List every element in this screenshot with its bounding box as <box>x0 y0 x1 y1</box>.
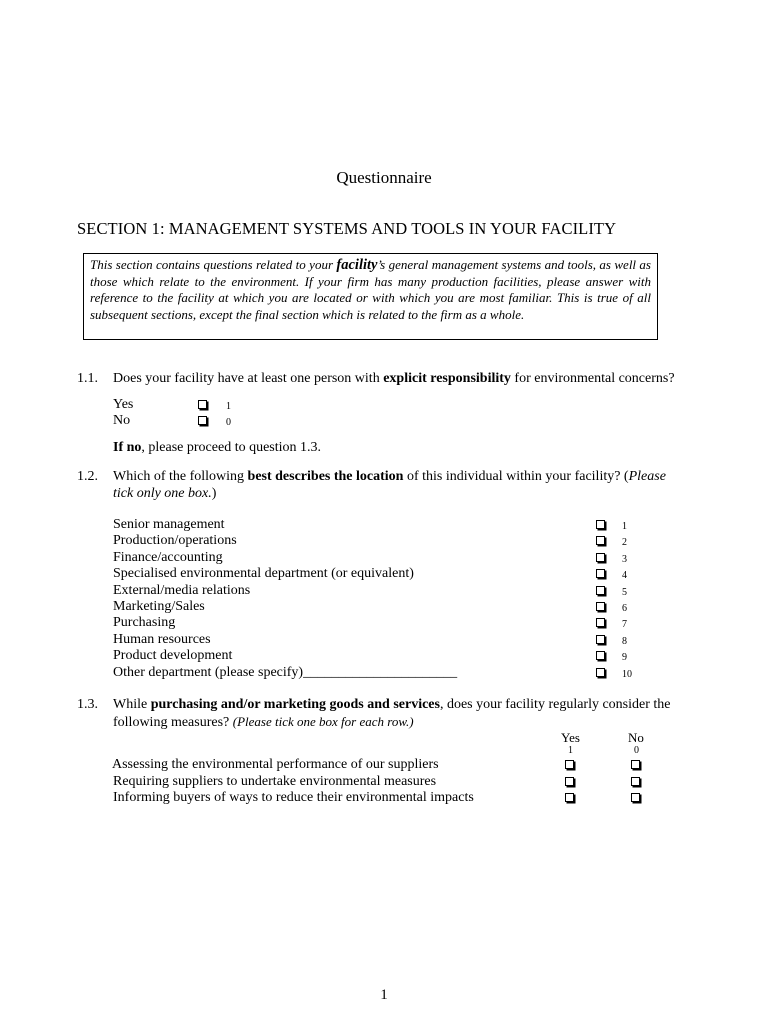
question-1-1-number: 1.1. <box>77 371 98 386</box>
q3-yes-checkbox[interactable] <box>565 760 574 769</box>
q2-option-checkbox[interactable] <box>596 586 605 595</box>
q3-code-yes: 1 <box>568 745 573 756</box>
q2-option-code: 6 <box>622 603 627 614</box>
q2-option-checkbox[interactable] <box>596 668 605 677</box>
q3-row-label: Requiring suppliers to undertake environmental measures <box>113 773 437 789</box>
q2-option-code: 1 <box>622 521 627 532</box>
q3-code-no: 0 <box>634 745 639 756</box>
q2-option-label: Specialised environmental department (or equivalent) <box>113 566 414 582</box>
intro-text-end: ’s general management systems and tools, as well as those which relate to the environment. If your firm has many production facilities, please answer with reference to the facility at which you are located or with which you are most familiar. This is true of all subsequent sections, except the final section which is related to the firm as a whole. <box>90 257 651 322</box>
q3-row-label: Informing buyers of ways to reduce their environmental impacts <box>113 790 474 805</box>
q2-text-pre: Which of the following <box>113 469 248 484</box>
question-1-3-number: 1.3. <box>77 697 98 712</box>
q1-text-post: for environmental concerns? <box>510 371 675 386</box>
intro-text-start: This section contains questions related to your <box>90 257 337 272</box>
q2-text-post: of this individual within your facility? ( <box>403 469 629 484</box>
q1-text-bold: explicit responsibility <box>383 371 511 386</box>
q2-option-label: Production/operations <box>113 533 237 549</box>
q2-option-code: 7 <box>622 619 627 631</box>
q2-option-checkbox[interactable] <box>596 536 605 545</box>
q2-option-code: 10 <box>622 668 632 680</box>
q3-no-checkbox[interactable] <box>631 793 640 802</box>
q3-text-post: , does your facility regularly consider the <box>439 697 671 712</box>
q2-option-code: 9 <box>622 652 627 664</box>
q2-option-checkbox[interactable] <box>596 651 605 660</box>
q3-yes-checkbox[interactable] <box>565 777 574 786</box>
question-1-2-text-line2 <box>113 486 216 502</box>
q2-option-label: Other department (please specify)______________________ <box>113 664 458 680</box>
intro-box <box>83 253 658 340</box>
question-1-2-number: 1.2. <box>77 469 98 484</box>
q1-option-no-label: No <box>113 413 131 428</box>
q2-option-code: 5 <box>622 586 627 598</box>
q2-option-checkbox[interactable] <box>596 635 605 644</box>
q3-column-no: No <box>628 730 644 745</box>
q2-line2-close: ) <box>211 486 217 501</box>
q2-option-label: Product development <box>113 648 233 664</box>
q2-option-checkbox[interactable] <box>596 569 605 578</box>
question-1-3-text-line2 <box>113 714 414 731</box>
q1-option-no-code: 0 <box>226 417 231 428</box>
q1-note-rest: , please proceed to question 1.3. <box>141 440 322 455</box>
q3-no-checkbox[interactable] <box>631 777 640 786</box>
question-1-2-text <box>113 469 666 485</box>
q1-option-yes-label: Yes <box>113 397 134 412</box>
q3-no-checkbox[interactable] <box>631 760 640 769</box>
q2-option-checkbox[interactable] <box>596 520 605 529</box>
q2-option-label: Finance/accounting <box>113 549 223 565</box>
q1-option-yes-code: 1 <box>226 401 231 412</box>
q2-text-italic: Please <box>628 469 666 484</box>
q2-option-checkbox[interactable] <box>596 618 605 627</box>
q3-text-pre: While <box>113 697 151 712</box>
page-title: Questionnaire <box>336 168 432 187</box>
q2-option-label: Purchasing <box>113 615 176 631</box>
q2-option-label: External/media relations <box>113 582 251 598</box>
q3-line2: following measures? <box>113 715 233 730</box>
q3-row-label: Assessing the environmental performance of our suppliers <box>112 757 439 772</box>
q1-skip-note <box>113 440 321 456</box>
q3-text-bold: purchasing and/or marketing goods and services <box>150 697 440 712</box>
q1-note-bold: If no <box>113 440 142 455</box>
q3-yes-checkbox[interactable] <box>565 793 574 802</box>
intro-emphasis: facility <box>336 257 378 273</box>
question-1-1-text <box>113 371 675 387</box>
q2-option-checkbox[interactable] <box>596 553 605 562</box>
q2-option-code: 2 <box>622 537 627 549</box>
q2-option-checkbox[interactable] <box>596 602 605 611</box>
q2-option-code: 8 <box>622 635 627 647</box>
q2-option-label: Human resources <box>113 631 211 647</box>
page-number: 1 <box>380 987 388 1003</box>
section-heading: SECTION 1: MANAGEMENT SYSTEMS AND TOOLS IN YOUR FACILITY <box>77 219 617 238</box>
question-1-3-text <box>113 697 671 713</box>
q1-option-no-checkbox[interactable] <box>198 416 207 425</box>
q2-line2-italic: tick only one box. <box>113 486 212 501</box>
q2-option-code: 3 <box>622 553 627 565</box>
q3-line2-italic: (Please tick one box for each row.) <box>232 714 414 729</box>
q3-column-yes: Yes <box>561 730 580 745</box>
q2-option-code: 4 <box>622 570 627 582</box>
q2-option-label: Senior management <box>113 517 225 532</box>
q2-text-bold: best describes the location <box>247 469 404 484</box>
q1-text-pre: Does your facility have at least one person with <box>113 371 384 386</box>
q2-option-label: Marketing/Sales <box>113 599 205 614</box>
q1-option-yes-checkbox[interactable] <box>198 400 207 409</box>
